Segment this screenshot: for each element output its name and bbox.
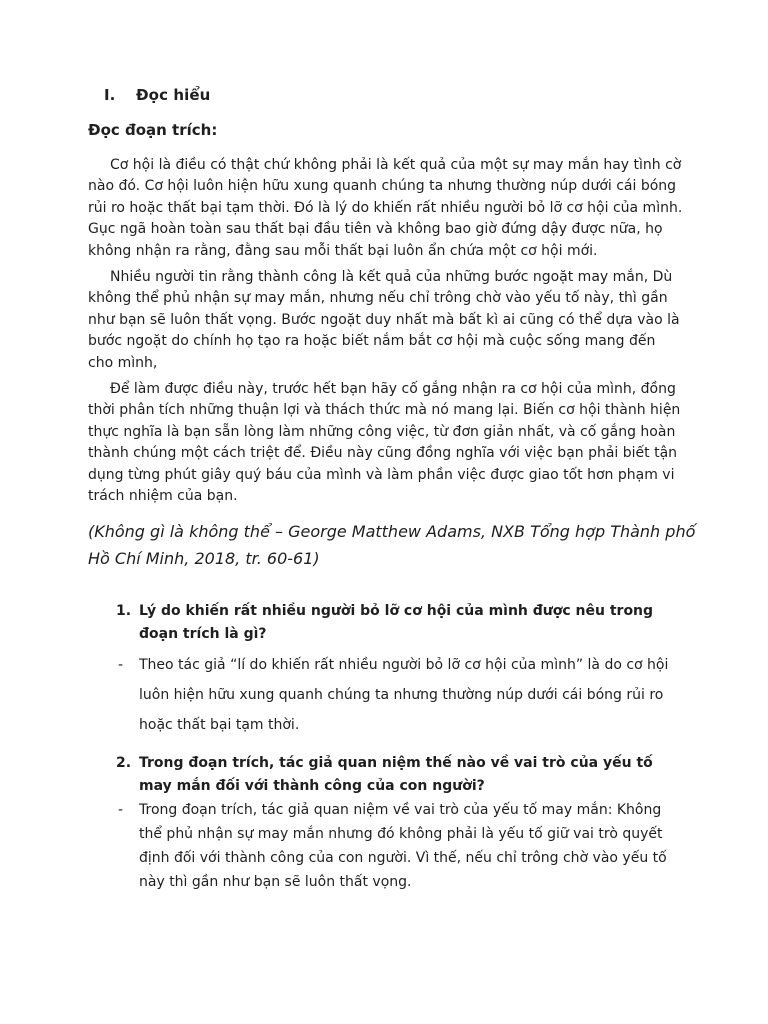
answer-bullet: - — [118, 802, 124, 818]
section-number: I. — [104, 86, 116, 104]
question-number: 1. — [116, 603, 132, 619]
answer-text: Theo tác giả “lí do khiến rất nhiều người bỏ lỡ cơ hội của mình” là do cơ hội luôn hiện hữu xung quanh chúng ta nhưng thường núp dưới cái bóng rủi ro hoặc thất bại tạm thời. — [139, 657, 669, 733]
excerpt-paragraph-2: Nhiều người tin rằng thành công là kết quả của những bước ngoặt may mắn, Dù không thể phủ nhận sự may mắn, nhưng nếu chỉ trông chờ vào yếu tố này, thì gần như bạn sẽ luôn thất vọng. Bước ngoặt duy nhất mà bất kì ai cũng có thể dựa vào là bước ngoặt do chính họ tạo ra hoặc biết nắm bắt cơ hội mà cuộc sống mang đến cho mình, — [88, 269, 680, 371]
section-heading — [104, 86, 210, 104]
answer-2 — [118, 798, 683, 894]
answer-text: Trong đoạn trích, tác giả quan niệm về vai trò của yếu tố may mắn: Không thể phủ nhận sự may mắn nhưng đó không phải là yếu tố giữ vai trò quyết định đối với thành công của con người. Vì thế, nếu chỉ trông chờ vào yếu tố này thì gần như bạn sẽ luôn thất vọng. — [139, 802, 667, 890]
instruction-label: Đọc đoạn trích: — [88, 121, 218, 139]
question-text: Lý do khiến rất nhiều người bỏ lỡ cơ hội của mình được nêu trong đoạn trích là gì? — [139, 603, 654, 643]
question-1 — [118, 600, 683, 647]
excerpt-paragraph-1: Cơ hội là điều có thật chứ không phải là kết quả của một sự may mắn hay tình cờ nào đó. Cơ hội luôn hiện hữu xung quanh chúng ta nhưng thường núp dưới cái bóng rủi ro hoặc thất bại tạm thời. Đó là lý do khiến rất nhiều người bỏ lỡ cơ hội của mình. Gục ngã hoàn toàn sau thất bại đầu tiên và không bao giờ đứng dậy được nữa, họ không nhận ra rằng, đằng sau mỗi thất bại luôn ẩn chứa một cơ hội mới. — [88, 157, 683, 259]
excerpt-paragraph-3: Để làm được điều này, trước hết bạn hãy cố gắng nhận ra cơ hội của mình, đồng thời phân tích những thuận lợi và thách thức mà nó mang lại. Biến cơ hội thành hiện thực nghĩa là bạn sẵn lòng làm những công việc, từ đơn giản nhất, và cố gắng hoàn thành chúng một cách triệt để. Điều này cũng đồng nghĩa với việc bạn phải biết tận dụng từng phút giây quý báu của mình và làm phần việc được giao tốt hơn phạm vi trách nhiệm của bạn. — [88, 381, 681, 505]
question-number: 2. — [116, 755, 132, 771]
answer-1 — [118, 650, 683, 740]
answer-bullet: - — [118, 657, 124, 673]
question-2 — [118, 752, 683, 799]
source-citation: (Không gì là không thể – George Matthew Adams, NXB Tổng hợp Thành phố Hồ Chí Minh, 2018, tr. 60-61) — [88, 522, 696, 568]
section-title: Đọc hiểu — [136, 86, 211, 104]
question-text: Trong đoạn trích, tác giả quan niệm thế nào về vai trò của yếu tố may mắn đối với thành công của con người? — [139, 755, 653, 795]
